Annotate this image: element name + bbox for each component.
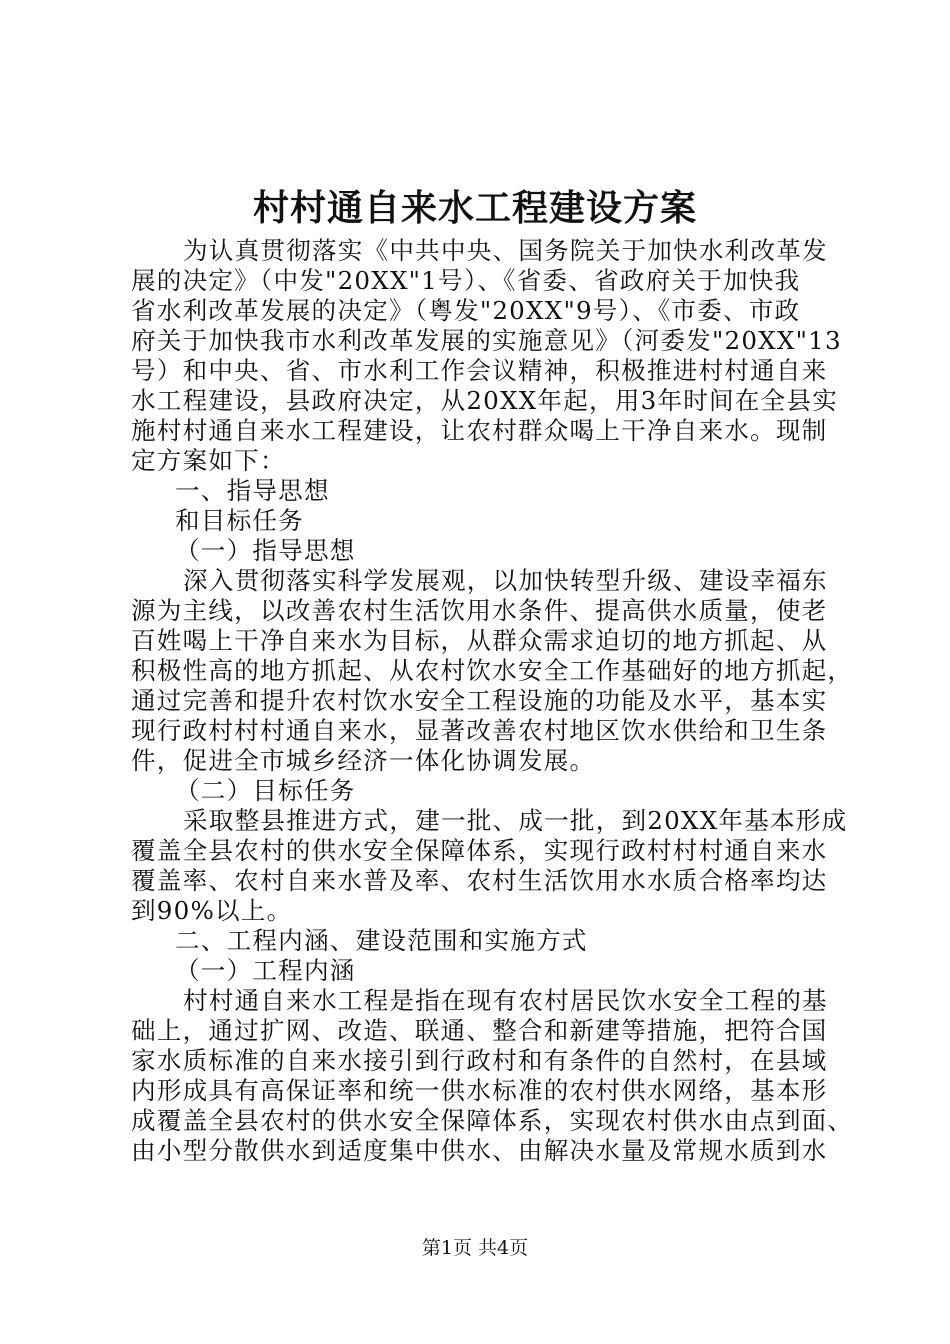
- body-line: 村村通自来水工程是指在现有农村居民饮水安全工程的基: [183, 986, 828, 1015]
- subsection-heading: （一）指导思想: [175, 536, 356, 565]
- body-line: 号）和中央、省、市水利工作会议精神，积极推进村村通自来: [131, 356, 828, 385]
- subsection-heading: （二）目标任务: [175, 776, 356, 805]
- body-line: 覆盖全县农村的供水安全保障体系，实现行政村村村通自来水: [131, 836, 828, 865]
- document-title: 村村通自来水工程建设方案: [252, 187, 697, 229]
- body-line: 成覆盖全县农村的供水安全保障体系，实现农村供水由点到面、: [131, 1106, 854, 1135]
- body-line: 省水利改革发展的决定》（粤发"20XX"9号）、《市委、市政: [131, 296, 801, 325]
- body-line: 积极性高的地方抓起、从农村饮水安全工作基础好的地方抓起，: [131, 656, 854, 685]
- body-line: 源为主线，以改善农村生活饮用水条件、提高供水质量，使老: [131, 596, 828, 625]
- section-heading: 和目标任务: [175, 506, 304, 535]
- body-line: 为认真贯彻落实《中共中央、国务院关于加快水利改革发: [183, 236, 828, 265]
- body-line: 府关于加快我市水利改革发展的实施意见》（河委发"20XX"13: [131, 326, 842, 355]
- body-line: 到90%以上。: [131, 896, 293, 925]
- body-line: 件，促进全市城乡经济一体化协调发展。: [131, 746, 596, 775]
- body-line: 深入贯彻落实科学发展观，以加快转型升级、建设幸福东: [183, 566, 828, 595]
- section-heading: 一、指导思想: [175, 476, 330, 505]
- body-line: 内形成具有高保证率和统一供水标准的农村供水网络，基本形: [131, 1076, 828, 1105]
- body-line: 施村村通自来水工程建设，让农村群众喝上干净自来水。现制: [131, 416, 828, 445]
- document-body: [131, 236, 854, 1166]
- body-line: 现行政村村村通自来水，显著改善农村地区饮水供给和卫生条: [131, 716, 828, 745]
- body-line: 采取整县推进方式，建一批、成一批，到20XX年基本形成: [183, 806, 848, 835]
- section-heading: 二、工程内涵、建设范围和实施方式: [175, 926, 588, 955]
- body-line: 础上，通过扩网、改造、联通、整合和新建等措施，把符合国: [131, 1016, 828, 1045]
- body-line: 定方案如下：: [131, 446, 286, 475]
- page-footer: 第1页 共4页: [421, 1237, 529, 1259]
- body-line: 由小型分散供水到适度集中供水、由解决水量及常规水质到水: [131, 1136, 828, 1165]
- body-line: 家水质标准的自来水接引到行政村和有条件的自然村，在县域: [131, 1046, 828, 1075]
- body-line: 展的决定》（中发"20XX"1号）、《省委、省政府关于加快我: [131, 266, 801, 295]
- body-line: 水工程建设，县政府决定，从20XX年起，用3年时间在全县实: [131, 386, 839, 415]
- body-line: 百姓喝上干净自来水为目标，从群众需求迫切的地方抓起、从: [131, 626, 828, 655]
- body-line: 通过完善和提升农村饮水安全工程设施的功能及水平，基本实: [131, 686, 828, 715]
- subsection-heading: （一）工程内涵: [175, 956, 356, 985]
- body-line: 覆盖率、农村自来水普及率、农村生活饮用水水质合格率均达: [131, 866, 828, 895]
